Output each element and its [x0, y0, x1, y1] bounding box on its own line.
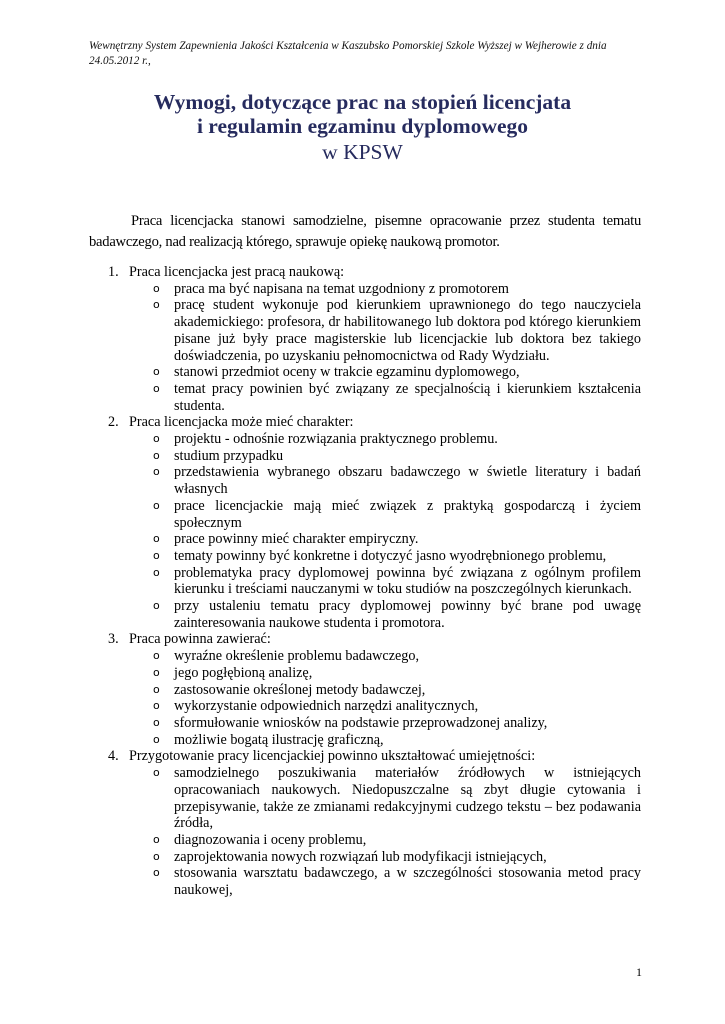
bullet-circle-icon: o — [153, 849, 160, 863]
bullet-item — [129, 765, 641, 832]
bullet-item — [129, 865, 641, 898]
bullet-text: problematyka pracy dyplomowej powinna być związana z ogólnym profilem kierunku i treściami nauczanymi w toku studiów na poszczególnych kierunkach. — [174, 564, 641, 598]
bullet-item — [129, 364, 641, 381]
bullet-text: przy ustaleniu tematu pracy dyplomowej powinny być brane pod uwagę zainteresowania naukowe studenta i promotora. — [174, 598, 641, 631]
bullet-item — [129, 381, 641, 414]
page-number: 1 — [636, 965, 642, 979]
bullet-item — [129, 598, 641, 631]
section-2 — [89, 414, 641, 631]
section-title: Praca powinna zawierać: — [129, 631, 271, 648]
bullet-circle-icon: o — [153, 699, 160, 713]
bullet-text: diagnozowania i oceny problemu, — [174, 831, 367, 848]
bullet-circle-icon: o — [153, 599, 160, 613]
bullet-text: prace licencjackie mają mieć związek z praktyką gospodarczą i życiem społecznym — [174, 497, 641, 531]
intro-paragraph — [89, 211, 641, 253]
bullet-item — [129, 448, 641, 465]
bullet-circle-icon: o — [153, 548, 160, 562]
bullet-circle-icon: o — [153, 465, 160, 479]
bullet-item — [129, 648, 641, 665]
bullet-item — [129, 849, 641, 866]
bullet-item — [129, 698, 641, 715]
bullet-text: stanowi przedmiot oceny w trakcie egzaminu dyplomowego, — [174, 364, 520, 381]
bullet-item — [129, 732, 641, 749]
bullet-circle-icon: o — [153, 665, 160, 679]
bullet-text: stosowania warsztatu badawczego, a w szczególności stosowania metod pracy naukowej, — [174, 865, 641, 899]
bullet-list — [129, 281, 641, 415]
bullet-item — [129, 297, 641, 364]
bullet-text: prace powinny mieć charakter empiryczny. — [174, 531, 419, 548]
title-line-1: Wymogi, dotyczące prac na stopień licencjata — [153, 90, 572, 114]
bullet-item — [129, 548, 641, 565]
document-title — [60, 90, 665, 138]
bullet-text: projektu - odnośnie rozwiązania praktycznego problemu. — [174, 431, 498, 448]
bullet-circle-icon: o — [153, 448, 160, 462]
bullet-circle-icon: o — [153, 649, 160, 663]
bullet-item — [129, 281, 641, 298]
bullet-text: sformułowanie wniosków na podstawie przeprowadzonej analizy, — [174, 714, 548, 731]
bullet-item — [129, 464, 641, 497]
bullet-item — [129, 498, 641, 531]
bullet-item — [129, 431, 641, 448]
section-title: Przygotowanie pracy licencjackiej powinno ukształtować umiejętności: — [129, 748, 536, 765]
bullet-list — [129, 765, 641, 899]
bullet-circle-icon: o — [153, 298, 160, 312]
section-number: 3. — [108, 631, 119, 648]
bullet-circle-icon: o — [153, 832, 160, 846]
bullet-item — [129, 682, 641, 699]
bullet-text: możliwie bogatą ilustrację graficzną, — [174, 731, 384, 748]
bullet-circle-icon: o — [153, 532, 160, 546]
bullet-circle-icon: o — [153, 381, 160, 395]
section-3 — [89, 631, 641, 748]
bullet-item — [129, 531, 641, 548]
bullet-circle-icon: o — [153, 682, 160, 696]
bullet-text: wyraźne określenie problemu badawczego, — [174, 648, 420, 665]
bullet-text: przedstawienia wybranego obszaru badawczego w świetle literatury i badań własnych — [174, 464, 641, 498]
section-number: 4. — [108, 748, 119, 765]
bullet-text: zastosowanie określonej metody badawczej, — [174, 681, 426, 698]
bullet-circle-icon: o — [153, 766, 160, 780]
section-1 — [89, 264, 641, 414]
bullet-list — [129, 648, 641, 748]
bullet-circle-icon: o — [153, 281, 160, 295]
title-line-3: w KPSW — [322, 140, 403, 164]
title-line-2: i regulamin egzaminu dyplomowego — [196, 114, 529, 138]
document-header: Wewnętrzny System Zapewnienia Jakości Kształcenia w Kaszubsko Pomorskiej Szkole Wyższej w Wejherowie z dnia 24.05.2012 r., — [89, 40, 607, 67]
bullet-text: temat pracy powinien być związany ze specjalnością i kierunkiem kształcenia studenta. — [174, 380, 641, 414]
bullet-text: samodzielnego poszukiwania materiałów źródłowych w istniejących opracowaniach naukowych. Niedopuszczalne są zbyt długie cytowania i przepisywanie, także ze zmianami redakcyjnymi cudzego tekstu – bez podawania źródła, — [174, 765, 641, 832]
section-4 — [89, 748, 641, 898]
bullet-text: wykorzystanie odpowiednich narzędzi analitycznych, — [174, 698, 479, 715]
bullet-circle-icon: o — [153, 432, 160, 446]
bullet-text: jego pogłębioną analizę, — [174, 664, 313, 681]
bullet-text: pracę student wykonuje pod kierunkiem uprawnionego do tego nauczyciela akademickiego: profesora, dr habilitowanego lub doktora pod którego kierunkiem pisane już były prace magisterskie lub licencjackie lub doktora bez takiego doświadczenia, po uzyskaniu pełnomocnictwa od Rady Wydziału. — [174, 297, 641, 364]
bullet-item — [129, 665, 641, 682]
bullet-circle-icon: o — [153, 498, 160, 512]
bullet-item — [129, 565, 641, 598]
section-number: 1. — [108, 264, 119, 280]
section-title: Praca licencjacka jest pracą naukową: — [129, 264, 345, 280]
bullet-circle-icon: o — [153, 715, 160, 729]
bullet-text: zaprojektowania nowych rozwiązań lub modyfikacji istniejących, — [174, 848, 547, 865]
bullet-circle-icon: o — [153, 365, 160, 379]
bullet-text: praca ma być napisana na temat uzgodniony z promotorem — [174, 280, 509, 297]
bullet-list — [129, 431, 641, 631]
bullet-circle-icon: o — [153, 565, 160, 579]
section-title: Praca licencjacka może mieć charakter: — [129, 414, 354, 431]
bullet-text: tematy powinny być konkretne i dotyczyć jasno wyodrębnionego problemu, — [174, 547, 607, 564]
section-number: 2. — [108, 414, 119, 431]
bullet-circle-icon: o — [153, 866, 160, 880]
bullet-item — [129, 715, 641, 732]
bullet-item — [129, 832, 641, 849]
requirements-list — [89, 264, 641, 899]
bullet-text: studium przypadku — [174, 447, 284, 464]
intro-text: Praca licencjacka stanowi samodzielne, pisemne opracowanie przez studenta tematu badawczego, nad realizacją którego, sprawuje opiekę naukową promotor. — [89, 213, 641, 250]
bullet-circle-icon: o — [153, 732, 160, 746]
